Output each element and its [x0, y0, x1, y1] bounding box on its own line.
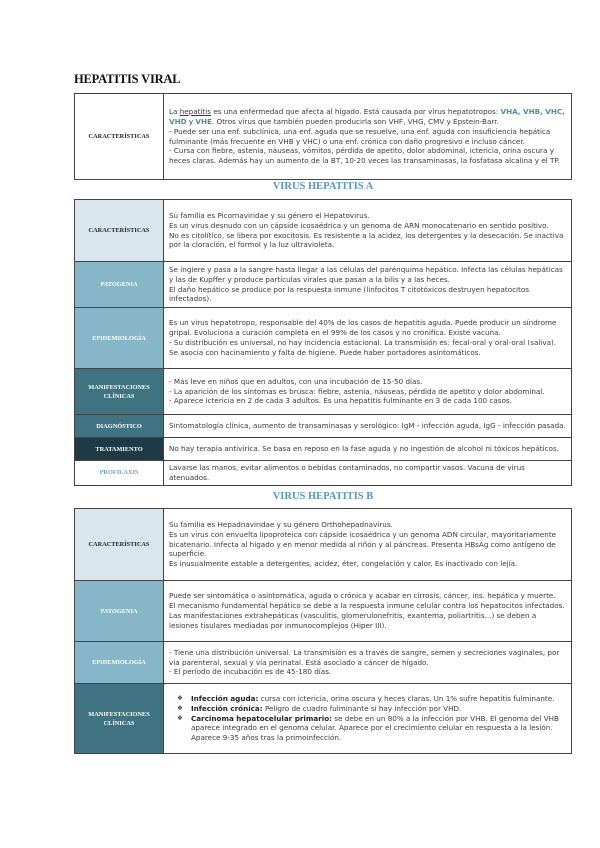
row-label-pathogenesis-b: PATOGENIA [75, 581, 164, 642]
intro-table [74, 93, 572, 180]
row-text-clinical-a: - Más leve en niños que en adultos, con una incubación de 15-50 días. - La aparición de los síntomas es brusca: fiebre, astenia, náuseas, pérdida de apetito y dolor abdominal. - Aparece ictericia en 2 de cada 3 adultos. Es una hepatitis fulminante en 3 de cada 100 casos. [164, 369, 572, 415]
intro-paragraph-1 [169, 107, 566, 127]
row-text-prophylaxis-a: Lavarse las manos, evitar alimentos o bebidas contaminados, no compartir vasos. Vacuna de virus atenuados. [164, 461, 572, 486]
hepatitis-b-table [74, 508, 572, 754]
hepatitis-term: hepatitis [179, 106, 212, 116]
row-text-clinical-b [164, 684, 572, 754]
list-item [177, 704, 566, 714]
intro-text-d: . Otros virus que también pueden producirla son VHF, VHG, CMV y Epstein-Barr. [211, 116, 499, 126]
clinical-term: Infección crónica: [191, 703, 263, 713]
section-title-b: VIRUS HEPATITIS B [272, 491, 374, 502]
list-item [177, 714, 566, 744]
clinical-term: Infección aguda: [191, 693, 259, 703]
intro-label: CARACTERÍSTICAS [75, 94, 164, 180]
row-text-pathogenesis-a: Se ingiere y pasa a la sangre hasta llegar a las células del parénquima hepático. Infecta las células hepáticas y las de Kupffer y produce partículas virales que pasan a la bilis y a las heces. El daño hepático se produce por la respuesta inmune (linfocitos T citotóxicos destruyen hepatocitos infectados). [164, 262, 572, 308]
row-label-diagnosis-a: DIAGNÓSTICO [75, 415, 164, 438]
list-item [177, 694, 566, 704]
row-label-epidemiology-b: EPIDEMIOLOGÍA [75, 642, 164, 684]
intro-paragraph-2: - Puede ser una enf. subclínica, una enf. aguda que se resuelve, una enf. aguda con insuficiencia hepática fulminante (más frecuente en VHB y VHC) o una enf. crónica con daño progresivo e incluso cáncer. [169, 126, 551, 146]
row-label-characteristics-a: CARACTERÍSTICAS [75, 200, 164, 262]
virus-list: VHA, VHB, VHC, VHD [169, 106, 565, 126]
intro-paragraph-3: - Cursa con fiebre, astenia, náuseas, vómitos, pérdida de apetito, dolor abdominal, ictericia, orina oscura y heces claras. Además hay un aumento de la BT, 10-20 veces las transaminasas, la fosfatasa alcalina y el TP. [169, 146, 560, 166]
row-label-epidemiology-a: EPIDEMIOLOGÍA [75, 308, 164, 369]
page-title: HEPATITIS VIRAL [74, 72, 181, 86]
row-text-treatment-a: No hay terapia antivírica. Se basa en reposo en la fase aguda y no ingestión de alcohol ni tóxicos hepáticos. [164, 438, 572, 461]
clinical-desc: cursa con ictericia, orina oscura y heces claras. Un 1% sufre hepatitis fulminante. [258, 693, 555, 703]
row-text-diagnosis-a: Sintomatología clínica, aumento de transaminasas y serológico: IgM - infección aguda, IgG - infección pasada. [164, 415, 572, 438]
clinical-desc: Peligro de cuadro fulminante si hay infección por VHD. [262, 703, 462, 713]
row-label-treatment-a: TRATAMIENTO [75, 438, 164, 461]
intro-text-c: y [186, 116, 196, 126]
row-text-characteristics-a: Su familia es Picornaviridae y su género el Hepatovirus. Es un virus desnudo con un cápside icosaédrica y un genoma de ARN monocatenario en sentido positivo. No es citolítico, se libera por exocitosis. Es resistente a la acidez, los detergentes y la desecación. Se inactiva por la cloración, el formol y la luz ultravioleta. [164, 200, 572, 262]
row-text-epidemiology-b: - Tiene una distribución universal. La transmisión es a través de sangre, semen y secreciones vaginales, por vía parenteral, sexual y vía perinatal. Está asociado a cáncer de hígado. - El período de incubación es de 45-180 días. [164, 642, 572, 684]
row-label-pathogenesis-a: PATOGENIA [75, 262, 164, 308]
row-label-clinical-a: MANIFESTACIONES CLÍNICAS [75, 369, 164, 415]
row-label-prophylaxis-a: PROFILAXIS [75, 461, 164, 486]
row-text-pathogenesis-b: Puede ser sintomática o asintomática, aguda o crónica y acabar en cirrosis, cáncer, ins. hepática y muerte. El mecanismo fundamental hepático se debe a la respuesta inmune celular contra los hepatocitos infectados. Las manifestaciones extrahepáticas (vasculitis, glomerulonefritis, exantema, poliartritis...) se deben a lesiones tisulares mediadas por inmunocomplejos (Hiper III). [164, 581, 572, 642]
section-title-a: VIRUS HEPATITIS A [272, 181, 374, 192]
intro-text-b: es una enfermedad que afecta al hígado. Está causada por virus hepatotropos: [211, 106, 501, 116]
vhe-term: VHE [195, 116, 212, 126]
row-label-clinical-b: MANIFESTACIONES CLÍNICAS [75, 684, 164, 754]
row-text-characteristics-b: Su familia es Hepadnaviridae y su género Orthohepadnavirus. Es un virus con envuelta lipoproteica con cápside icosaédrica y un genoma ADN circular, mayoritariamente bicatenario. Infecta al hígado y en menor medida al riñón y al páncreas. Presenta HBsAg como antígeno de superficie. Es inusualmente estable a detergentes, acidez, éter, congelación y calor. Es inactivado con lejía. [164, 509, 572, 581]
intro-text-a: La [169, 106, 180, 116]
intro-text [164, 94, 572, 180]
row-label-characteristics-b: CARACTERÍSTICAS [75, 509, 164, 581]
clinical-term: Carcinoma hepatocelular primario: [191, 713, 333, 723]
clinical-list-b [169, 694, 566, 744]
row-text-epidemiology-a: Es un virus hepatotropo, responsable del 40% de los casos de hepatitis aguda. Puede producir un síndrome gripal. Evoluciona a curación completa en el 99% de los casos y no cronifica. Existe vacuna. - Su distribución es universal, no hay incidencia estacional. La transmisión es: fecal-oral y oral-oral (saliva). Se asocia con hacinamiento y falta de higiene. Puede haber portadores asintomáticos. [164, 308, 572, 369]
clinical-desc: se debe en un 80% a la infección por VHB. El genoma del VHB aparece integrado en el genoma celular. Aparece por el crecimiento celular en respuesta a la lesión. Aparece 9-35 años tras la primoinfección. [191, 713, 559, 743]
hepatitis-a-table [74, 199, 572, 486]
